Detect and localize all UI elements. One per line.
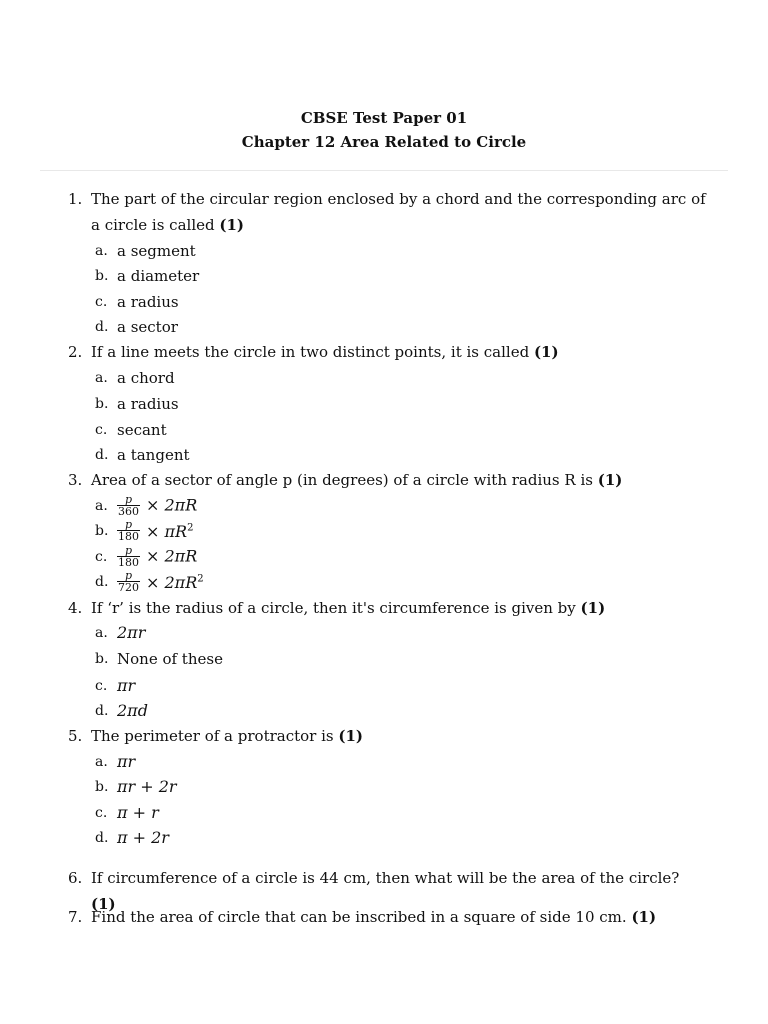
option-letter: d. bbox=[95, 574, 109, 590]
exponent: 2 bbox=[197, 574, 204, 585]
formula-rest bbox=[146, 573, 204, 592]
question-text bbox=[91, 904, 706, 930]
option-letter: d. bbox=[95, 830, 109, 846]
formula-rest: × 2πR bbox=[146, 546, 198, 566]
formula-body: × 2πR bbox=[146, 573, 198, 593]
fraction bbox=[117, 519, 140, 542]
option-letter: a. bbox=[95, 498, 108, 514]
fraction bbox=[117, 570, 140, 593]
question-prompt: Find the area of circle that can be inscribed in a square of side 10 cm. bbox=[91, 908, 627, 926]
option-formula: πr bbox=[117, 676, 136, 695]
question-text bbox=[91, 186, 706, 238]
marks-label: (1) bbox=[219, 216, 245, 234]
option-letter: d. bbox=[95, 319, 109, 335]
option-letter: c. bbox=[95, 549, 108, 565]
question-number: 3. bbox=[68, 471, 83, 489]
fraction-denominator: 180 bbox=[118, 556, 139, 569]
question-prompt: If circumference of a circle is 44 cm, then what will be the area of the circle? bbox=[91, 869, 680, 887]
formula-rest bbox=[146, 522, 193, 541]
option-letter: c. bbox=[95, 294, 108, 310]
fraction-numerator: p bbox=[124, 569, 133, 583]
option-letter: c. bbox=[95, 422, 108, 438]
marks-label: (1) bbox=[597, 471, 623, 489]
option-text: a chord bbox=[117, 369, 175, 387]
fraction-numerator: p bbox=[124, 544, 133, 557]
question-prompt: The perimeter of a protractor is bbox=[91, 727, 334, 745]
option-letter: b. bbox=[95, 651, 109, 667]
marks-label: (1) bbox=[580, 599, 606, 617]
fraction-denominator: 180 bbox=[118, 530, 139, 544]
fraction-numerator: p bbox=[124, 518, 133, 532]
option-formula: πr + 2r bbox=[117, 777, 177, 796]
option-formula: π + r bbox=[117, 803, 159, 822]
paper-header bbox=[0, 106, 768, 154]
option-text: a segment bbox=[117, 242, 196, 260]
question-text bbox=[91, 339, 706, 365]
option-letter: c. bbox=[95, 678, 108, 694]
option-letter: a. bbox=[95, 625, 108, 641]
question-prompt: The part of the circular region enclosed by a chord and the corresponding arc of a circle is called bbox=[91, 190, 706, 234]
question-number: 2. bbox=[68, 343, 83, 361]
question-text bbox=[91, 467, 706, 493]
option-formula: π + 2r bbox=[117, 828, 169, 847]
option-text: a tangent bbox=[117, 446, 190, 464]
marks-label: (1) bbox=[631, 908, 657, 926]
question-prompt: If ‘r’ is the radius of a circle, then it's circumference is given by bbox=[91, 599, 576, 617]
option-letter: b. bbox=[95, 523, 109, 539]
question-prompt: Area of a sector of angle p (in degrees) of a circle with radius R is bbox=[91, 471, 593, 489]
question-prompt: If a line meets the circle in two distinct points, it is called bbox=[91, 343, 530, 361]
option-text: a radius bbox=[117, 395, 179, 413]
option-letter: a. bbox=[95, 243, 108, 259]
option-formula bbox=[117, 519, 193, 542]
option-text: secant bbox=[117, 421, 167, 439]
option-letter: c. bbox=[95, 805, 108, 821]
option-letter: d. bbox=[95, 703, 109, 719]
marks-label: (1) bbox=[338, 727, 364, 745]
fraction bbox=[117, 545, 140, 568]
option-formula: πr bbox=[117, 752, 136, 771]
option-letter: b. bbox=[95, 268, 109, 284]
fraction-denominator: 360 bbox=[118, 505, 139, 518]
option-letter: d. bbox=[95, 447, 109, 463]
option-letter: b. bbox=[95, 779, 109, 795]
question-number: 4. bbox=[68, 599, 83, 617]
question-number: 6. bbox=[68, 869, 83, 887]
formula-body: × πR bbox=[146, 522, 188, 542]
fraction-numerator: p bbox=[124, 493, 133, 506]
exponent: 2 bbox=[187, 523, 194, 534]
chapter-title: Chapter 12 Area Related to Circle bbox=[241, 133, 527, 151]
option-formula bbox=[117, 494, 197, 517]
option-formula: 2πd bbox=[117, 701, 148, 720]
option-text: a radius bbox=[117, 293, 179, 311]
marks-label: (1) bbox=[533, 343, 559, 361]
option-letter: a. bbox=[95, 754, 108, 770]
fraction bbox=[117, 494, 140, 517]
fraction-denominator: 720 bbox=[118, 581, 139, 595]
question-text bbox=[91, 595, 706, 621]
option-formula: 2πr bbox=[117, 623, 146, 642]
marks-label: (1) bbox=[91, 895, 116, 913]
option-text: None of these bbox=[117, 650, 223, 668]
option-letter: b. bbox=[95, 396, 109, 412]
option-text: a sector bbox=[117, 318, 178, 336]
formula-rest: × 2πR bbox=[146, 495, 198, 515]
question-text bbox=[91, 723, 706, 749]
option-text: a diameter bbox=[117, 267, 200, 285]
option-formula bbox=[117, 545, 197, 568]
option-letter: a. bbox=[95, 370, 108, 386]
question-number: 1. bbox=[68, 190, 83, 208]
question-number: 7. bbox=[68, 908, 83, 926]
option-formula bbox=[117, 570, 204, 593]
question-number: 5. bbox=[68, 727, 83, 745]
header-divider bbox=[40, 170, 728, 171]
paper-title: CBSE Test Paper 01 bbox=[300, 109, 468, 127]
